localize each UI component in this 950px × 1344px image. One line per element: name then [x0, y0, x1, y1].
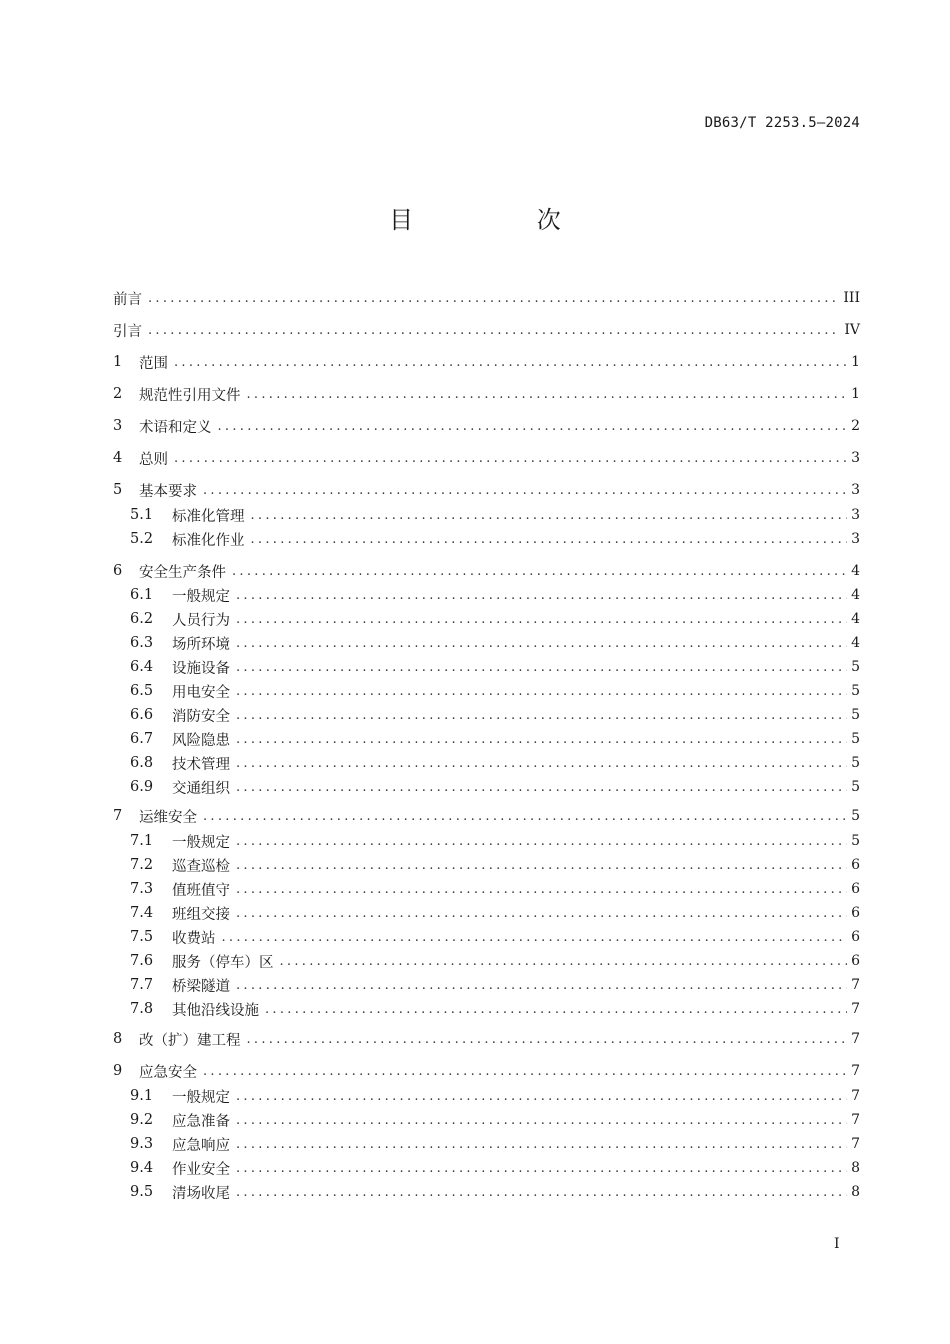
toc-entry-page: 4: [851, 635, 860, 651]
toc-entry-number: 7.6: [130, 953, 154, 969]
toc-entry-page: 5: [851, 779, 860, 795]
toc-entry-number: 4: [113, 450, 123, 466]
toc-entry-page: 3: [851, 482, 860, 498]
toc-entry-number: 5: [113, 482, 123, 498]
toc-leader-dots: [218, 419, 848, 434]
toc-entry[interactable]: [113, 703, 860, 727]
toc-entry-label: 应急响应: [172, 1137, 230, 1154]
document-code: DB63/T 2253.5—2024: [704, 115, 860, 131]
toc-entry[interactable]: [113, 414, 860, 438]
toc-entry[interactable]: [113, 727, 860, 751]
toc-entry-page: 7: [851, 1001, 860, 1017]
toc-entry-label: 规范性引用文件: [139, 387, 241, 404]
toc-entry-number: 6.9: [130, 779, 154, 795]
toc-entry-page: 3: [851, 450, 860, 466]
toc-leader-dots: [236, 906, 847, 921]
toc-entry-label: 用电安全: [172, 684, 230, 701]
toc-entry-page: 8: [851, 1160, 860, 1176]
toc-leader-dots: [265, 1002, 847, 1017]
toc-entry-label: 应急安全: [139, 1064, 197, 1081]
toc-leader-dots: [203, 1064, 847, 1079]
toc-entry-label: 技术管理: [172, 756, 230, 773]
toc-entry-number: 9.3: [130, 1136, 154, 1152]
toc-entry-number: 6.1: [130, 587, 154, 603]
toc-entry-number: 5.2: [130, 531, 154, 547]
toc-entry-number: 7.8: [130, 1001, 154, 1017]
toc-entry[interactable]: [113, 382, 860, 406]
toc-entry-label: 班组交接: [172, 906, 230, 923]
toc-leader-dots: [236, 1185, 847, 1200]
toc-leader-dots: [236, 756, 847, 771]
toc-entry-label: 应急准备: [172, 1113, 230, 1130]
toc-entry-label: 值班值守: [172, 882, 230, 899]
toc-entry[interactable]: [113, 877, 860, 901]
toc-entry-label: 消防安全: [172, 708, 230, 725]
toc-leader-dots: [236, 1089, 847, 1104]
toc-entry-label: 服务（停车）区: [172, 954, 274, 971]
toc-entry-number: 7: [113, 808, 123, 824]
toc-entry-page: 5: [851, 833, 860, 849]
toc-entry-label: 一般规定: [172, 588, 230, 605]
toc-entry-number: 6.4: [130, 659, 154, 675]
toc-entry[interactable]: [113, 655, 860, 679]
toc-entry-label: 标准化作业: [172, 532, 245, 549]
toc-entry[interactable]: [113, 607, 860, 631]
toc-entry-label: 清场收尾: [172, 1185, 230, 1202]
toc-entry-number: 3: [113, 418, 123, 434]
toc-entry[interactable]: [113, 318, 860, 342]
toc-leader-dots: [236, 780, 847, 795]
toc-entry-number: 9.2: [130, 1112, 154, 1128]
toc-entry-page: 1: [851, 386, 860, 402]
toc-entry-page: 7: [851, 1063, 860, 1079]
toc-entry-page: 7: [851, 1088, 860, 1104]
toc-title: 目 次: [389, 206, 619, 234]
toc-entry-number: 7.1: [130, 833, 154, 849]
toc-leader-dots: [251, 532, 848, 547]
toc-entry-page: 7: [851, 977, 860, 993]
toc-entry-label: 设施设备: [172, 660, 230, 677]
toc-entry-page: IV: [844, 322, 860, 338]
toc-entry[interactable]: [113, 1027, 860, 1051]
toc-entry-label: 收费站: [172, 930, 216, 947]
toc-entry-label: 基本要求: [139, 483, 197, 500]
toc-entry-page: III: [843, 290, 860, 306]
toc-entry-page: 4: [851, 611, 860, 627]
toc-entry[interactable]: [113, 631, 860, 655]
toc-entry-number: 6.8: [130, 755, 154, 771]
toc-entry-page: 6: [851, 953, 860, 969]
page-number: I: [834, 1236, 840, 1252]
toc-entry[interactable]: [113, 1180, 860, 1204]
toc-entry-page: 3: [851, 531, 860, 547]
toc-entry-page: 6: [851, 929, 860, 945]
toc-entry[interactable]: [113, 1132, 860, 1156]
toc-leader-dots: [280, 954, 848, 969]
toc-entry-number: 6.6: [130, 707, 154, 723]
toc-entry-page: 6: [851, 881, 860, 897]
toc-entry-page: 4: [851, 587, 860, 603]
toc-leader-dots: [236, 708, 847, 723]
toc-entry-label: 范围: [139, 355, 168, 372]
toc-entry-page: 5: [851, 755, 860, 771]
toc-entry-number: 6.7: [130, 731, 154, 747]
toc-entry[interactable]: [113, 1059, 860, 1083]
toc-entry-label: 改（扩）建工程: [139, 1032, 241, 1049]
toc-leader-dots: [203, 809, 847, 824]
toc-leader-dots: [236, 978, 847, 993]
toc-entry-page: 6: [851, 905, 860, 921]
toc-entry-page: 5: [851, 659, 860, 675]
toc-leader-dots: [232, 564, 847, 579]
toc-entry-number: 7.4: [130, 905, 154, 921]
toc-entry[interactable]: [113, 804, 860, 828]
toc-entry[interactable]: [113, 829, 860, 853]
toc-entry-number: 7.5: [130, 929, 154, 945]
toc-entry-number: 5.1: [130, 507, 154, 523]
toc-entry[interactable]: [113, 853, 860, 877]
toc-entry-page: 5: [851, 808, 860, 824]
toc-entry[interactable]: [113, 997, 860, 1021]
toc-entry[interactable]: [113, 503, 860, 527]
toc-leader-dots: [236, 588, 847, 603]
toc-leader-dots: [222, 930, 848, 945]
toc-entry-number: 8: [113, 1031, 123, 1047]
toc-entry-number: 2: [113, 386, 123, 402]
toc-entry[interactable]: [113, 775, 860, 799]
toc-entry-page: 6: [851, 857, 860, 873]
toc-entry-page: 1: [851, 354, 860, 370]
toc-entry-number: 6.2: [130, 611, 154, 627]
toc-leader-dots: [236, 858, 847, 873]
toc-leader-dots: [236, 612, 847, 627]
toc-leader-dots: [203, 483, 847, 498]
toc-entry[interactable]: [113, 527, 860, 551]
toc-entry-page: 5: [851, 731, 860, 747]
toc-entry[interactable]: [113, 1156, 860, 1180]
toc-leader-dots: [247, 387, 848, 402]
toc-leader-dots: [236, 660, 847, 675]
toc-entry-number: 6: [113, 563, 123, 579]
toc-entry[interactable]: [113, 286, 860, 310]
toc-entry-number: 7.2: [130, 857, 154, 873]
toc-entry-page: 7: [851, 1031, 860, 1047]
toc-leader-dots: [251, 508, 848, 523]
toc-entry-page: 3: [851, 507, 860, 523]
toc-entry-label: 作业安全: [172, 1161, 230, 1178]
toc-entry-label: 桥梁隧道: [172, 978, 230, 995]
toc-entry-number: 6.5: [130, 683, 154, 699]
toc-entry-page: 5: [851, 683, 860, 699]
toc-entry-label: 其他沿线设施: [172, 1002, 259, 1019]
toc-leader-dots: [148, 291, 839, 306]
toc-entry[interactable]: [113, 1108, 860, 1132]
toc-entry[interactable]: [113, 925, 860, 949]
toc-entry-label: 场所环境: [172, 636, 230, 653]
toc-entry[interactable]: [113, 901, 860, 925]
toc-entry-number: 7.3: [130, 881, 154, 897]
toc-entry-label: 总则: [139, 451, 168, 468]
toc-entry-number: 1: [113, 354, 123, 370]
toc-entry-label: 前言: [113, 291, 142, 308]
toc-entry-number: 9: [113, 1063, 123, 1079]
toc-entry-page: 7: [851, 1136, 860, 1152]
toc-entry[interactable]: [113, 751, 860, 775]
toc-leader-dots: [236, 1113, 847, 1128]
toc-entry-label: 术语和定义: [139, 419, 212, 436]
toc-entry-page: 5: [851, 707, 860, 723]
toc-entry-page: 2: [851, 418, 860, 434]
toc-entry[interactable]: [113, 949, 860, 973]
toc-entry-label: 标准化管理: [172, 508, 245, 525]
toc-entry-number: 9.1: [130, 1088, 154, 1104]
toc-entry[interactable]: [113, 350, 860, 374]
toc-leader-dots: [236, 882, 847, 897]
toc-entry-label: 运维安全: [139, 809, 197, 826]
toc-leader-dots: [247, 1032, 848, 1047]
toc-entry-page: 7: [851, 1112, 860, 1128]
toc-entry-label: 巡查巡检: [172, 858, 230, 875]
toc-leader-dots: [174, 355, 847, 370]
toc-leader-dots: [174, 451, 847, 466]
toc-entry-label: 一般规定: [172, 1089, 230, 1106]
toc-entry-page: 8: [851, 1184, 860, 1200]
toc-leader-dots: [236, 684, 847, 699]
toc-entry-number: 9.4: [130, 1160, 154, 1176]
toc-entry-page: 4: [851, 563, 860, 579]
toc-entry-label: 一般规定: [172, 834, 230, 851]
toc-entry[interactable]: [113, 478, 860, 502]
toc-leader-dots: [236, 636, 847, 651]
toc-entry[interactable]: [113, 583, 860, 607]
toc-entry-label: 引言: [113, 323, 142, 340]
toc-entry-label: 交通组织: [172, 780, 230, 797]
toc-entry-label: 风险隐患: [172, 732, 230, 749]
toc-entry[interactable]: [113, 679, 860, 703]
toc-entry-number: 6.3: [130, 635, 154, 651]
toc-leader-dots: [148, 323, 840, 338]
toc-entry-number: 9.5: [130, 1184, 154, 1200]
toc-entry-label: 人员行为: [172, 612, 230, 629]
toc-entry[interactable]: [113, 1084, 860, 1108]
toc-entry[interactable]: [113, 446, 860, 470]
toc-entry-number: 7.7: [130, 977, 154, 993]
toc-entry[interactable]: [113, 559, 860, 583]
toc-leader-dots: [236, 732, 847, 747]
toc-entry-label: 安全生产条件: [139, 564, 226, 581]
toc-entry[interactable]: [113, 973, 860, 997]
toc-leader-dots: [236, 834, 847, 849]
toc-leader-dots: [236, 1161, 847, 1176]
toc-leader-dots: [236, 1137, 847, 1152]
